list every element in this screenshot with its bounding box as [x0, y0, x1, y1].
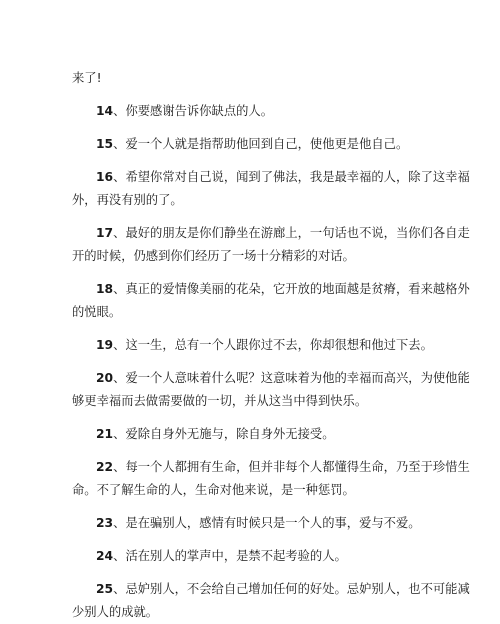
lead-fragment: 来了! [72, 71, 102, 85]
item-number: 15 [96, 137, 114, 151]
list-item-25 [72, 578, 472, 624]
list-item-16 [72, 166, 472, 212]
item-text: 你要感谢告诉你缺点的人。 [125, 104, 274, 118]
item-text: 这一生，总有一个人跟你过不去，你却很想和他过下去。 [125, 338, 433, 352]
item-text: 每一个人都拥有生命，但并非每个人都懂得生命，乃至于珍惜生命。不了解生命的人，生命对他来说，是一种惩罚。 [72, 460, 470, 497]
list-item-17 [72, 222, 472, 268]
item-separator: 、 [113, 338, 126, 352]
item-separator: 、 [113, 371, 126, 385]
list-item-19 [72, 334, 472, 357]
list-item-21 [72, 423, 472, 446]
item-number: 23 [96, 516, 114, 530]
item-text: 爱一个人意味着什么呢？这意味着为他的幸福而高兴，为使他能够更幸福而去做需要做的一切，并从这当中得到快乐。 [72, 371, 470, 408]
item-number: 17 [96, 226, 114, 240]
item-text: 是在骗别人，感情有时候只是一个人的事，爱与不爱。 [125, 516, 421, 530]
item-text: 忌妒别人，不会给自己增加任何的好处。忌妒别人，也不可能减少别人的成就。 [72, 582, 470, 619]
item-text: 最好的朋友是你们静坐在游廊上，一句话也不说，当你们各自走开的时候，仍感到你们经历了一场十分精彩的对话。 [72, 226, 470, 263]
item-separator: 、 [113, 282, 126, 296]
item-number: 21 [96, 427, 114, 441]
item-text: 爱一个人就是指帮助他回到自己，使他更是他自己。 [125, 137, 409, 151]
list-item-14 [72, 100, 472, 123]
list-item-15 [72, 133, 472, 156]
item-number: 18 [96, 282, 114, 296]
item-separator: 、 [113, 582, 126, 596]
item-separator: 、 [113, 460, 126, 474]
item-number: 14 [96, 104, 114, 118]
item-separator: 、 [113, 549, 126, 563]
item-text: 希望你常对自己说，闻到了佛法，我是最幸福的人，除了这幸福外，再没有别的了。 [72, 170, 470, 207]
item-text: 真正的爱情像美丽的花朵，它开放的地面越是贫瘠，看来越格外的悦眼。 [72, 282, 470, 319]
item-separator: 、 [113, 427, 126, 441]
item-separator: 、 [113, 170, 126, 184]
item-number: 22 [96, 460, 114, 474]
list-item-20 [72, 367, 472, 413]
item-number: 20 [96, 371, 114, 385]
item-separator: 、 [113, 104, 126, 118]
list-item-18 [72, 278, 472, 324]
item-number: 25 [96, 582, 114, 596]
item-number: 16 [96, 170, 114, 184]
list-item-22 [72, 456, 472, 502]
list-item-23 [72, 512, 472, 535]
item-number: 24 [96, 549, 114, 563]
item-text: 活在别人的掌声中，是禁不起考验的人。 [125, 549, 347, 563]
item-number: 19 [96, 338, 114, 352]
item-separator: 、 [113, 137, 126, 151]
item-text: 爱除自身外无施与，除自身外无接受。 [125, 427, 335, 441]
item-separator: 、 [113, 516, 126, 530]
item-separator: 、 [113, 226, 126, 240]
list-item-24 [72, 545, 472, 568]
